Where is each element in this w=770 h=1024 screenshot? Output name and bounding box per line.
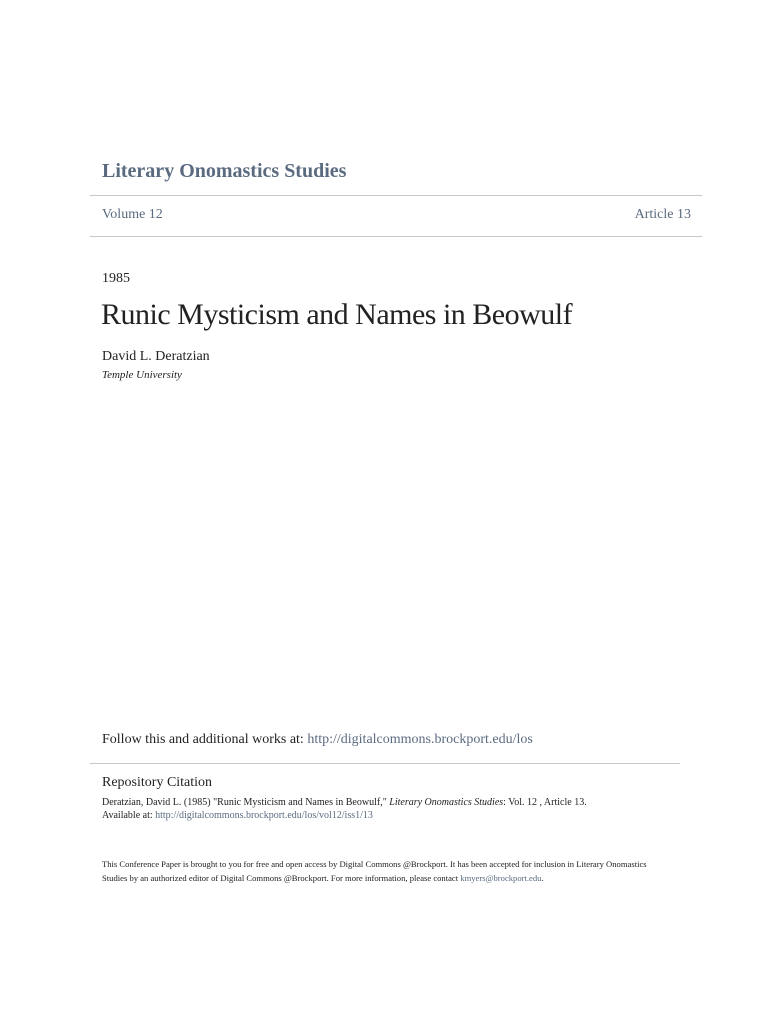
follow-line (102, 732, 533, 748)
available-line (102, 809, 587, 822)
publication-year: 1985 (102, 271, 130, 286)
repository-citation-heading: Repository Citation (102, 775, 213, 790)
volume-link[interactable]: Volume 12 (102, 207, 163, 222)
follow-link[interactable]: http://digitalcommons.brockport.edu/los (307, 732, 533, 747)
repository-citation (102, 796, 587, 822)
journal-title[interactable]: Literary Onomastics Studies (102, 160, 347, 182)
article-link[interactable]: Article 13 (634, 207, 691, 222)
contact-email-link[interactable]: kmyers@brockport.edu (460, 873, 542, 883)
citation-divider (90, 763, 680, 764)
citation-volume: : Vol. 12 , Article 13. (503, 797, 587, 808)
citation-text: Deratzian, David L. (1985) "Runic Mysticism and Names in Beowulf," (102, 797, 390, 808)
notice-text: This Conference Paper is brought to you for free and open access by Digital Commons @Brockport. It has been accepted for inclusion in Literary Onomastics Studies by an authorized editor of Digital Commons @Brockport. For more information, please contact (102, 859, 647, 883)
author-affiliation: Temple University (102, 369, 182, 381)
available-link[interactable]: http://digitalcommons.brockport.edu/los/vol12/iss1/13 (155, 810, 373, 821)
author-name: David L. Deratzian (102, 349, 210, 364)
paper-title: Runic Mysticism and Names in Beowulf (101, 298, 573, 331)
header-divider-bottom (90, 236, 702, 237)
citation-line (102, 796, 587, 809)
available-label: Available at: (102, 810, 156, 821)
notice-end: . (541, 873, 544, 883)
header-divider-top (90, 195, 702, 196)
follow-prefix: Follow this and additional works at: (102, 732, 308, 747)
access-notice (102, 857, 662, 885)
citation-journal: Literary Onomastics Studies (389, 797, 504, 808)
